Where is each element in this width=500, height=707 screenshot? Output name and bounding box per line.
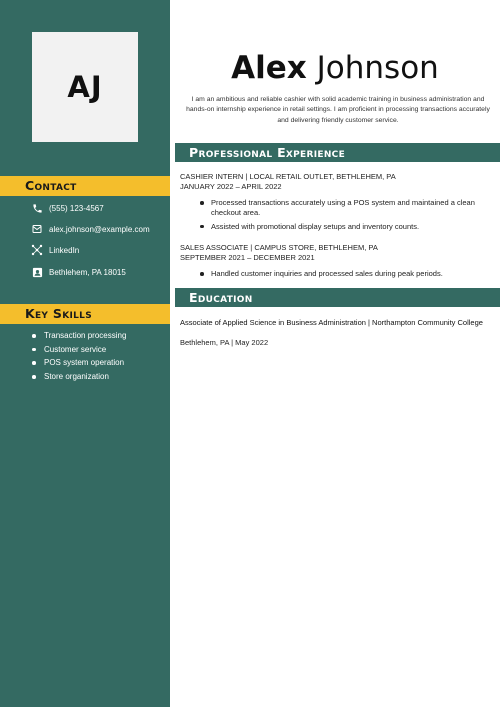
job-title-line: SALES ASSOCIATE | CAMPUS STORE, BETHLEHEM, PA <box>180 243 378 252</box>
candidate-name <box>170 48 500 88</box>
contact-phone <box>31 201 170 215</box>
job-dates: JANUARY 2022 – APRIL 2022 <box>180 182 282 191</box>
education-meta: Bethlehem, PA | May 2022 <box>180 338 269 347</box>
skill-item: Transaction processing <box>31 329 126 343</box>
phone-icon <box>31 202 43 214</box>
job-bullet: Handled customer inquiries and processed sales during peak periods. <box>199 269 491 279</box>
experience-heading: Professional Experience <box>175 143 500 162</box>
contact-phone-text: (555) 123-4567 <box>49 203 104 213</box>
job-bullet: Processed transactions accurately using a POS system and maintained a clean checkout area. <box>199 198 491 217</box>
contact-linkedin-text: LinkedIn <box>49 245 80 255</box>
skills-heading: Key Skills <box>0 304 170 324</box>
sidebar <box>0 0 170 707</box>
education-heading: Education <box>175 288 500 307</box>
skill-item: Customer service <box>31 343 126 357</box>
summary-text: I am an ambitious and reliable cashier with solid academic training in business administration and hands-on internship experience in retail settings. I am proficient in processing transactions accurately and delivering friendly customer service. <box>186 96 490 124</box>
contact-heading: Contact <box>0 176 170 196</box>
skill-item: Store organization <box>31 370 126 384</box>
avatar <box>32 32 138 142</box>
email-icon <box>31 223 43 235</box>
skill-item: POS system operation <box>31 356 126 370</box>
network-icon <box>31 244 43 256</box>
job-bullet: Assisted with promotional display setups and inventory counts. <box>199 222 491 232</box>
job-title-line: CASHIER INTERN | LOCAL RETAIL OUTLET, BETHLEHEM, PA <box>180 172 396 181</box>
job-dates: SEPTEMBER 2021 – DECEMBER 2021 <box>180 253 315 262</box>
contact-card-icon <box>31 266 43 278</box>
skills-list <box>31 329 126 384</box>
contact-linkedin[interactable] <box>31 243 170 257</box>
contact-email[interactable] <box>31 222 170 236</box>
education-degree: Associate of Applied Science in Business Administration | Northampton Community College <box>180 318 483 327</box>
last-name: Johnson <box>316 50 439 86</box>
contact-email-text: alex.johnson@example.com <box>49 224 150 234</box>
contact-location <box>31 265 170 279</box>
job-bullets <box>199 269 491 283</box>
contact-location-text: Bethlehem, PA 18015 <box>49 267 126 277</box>
avatar-initials: AJ <box>67 70 103 104</box>
job-bullets <box>199 198 491 236</box>
first-name: Alex <box>231 50 307 86</box>
